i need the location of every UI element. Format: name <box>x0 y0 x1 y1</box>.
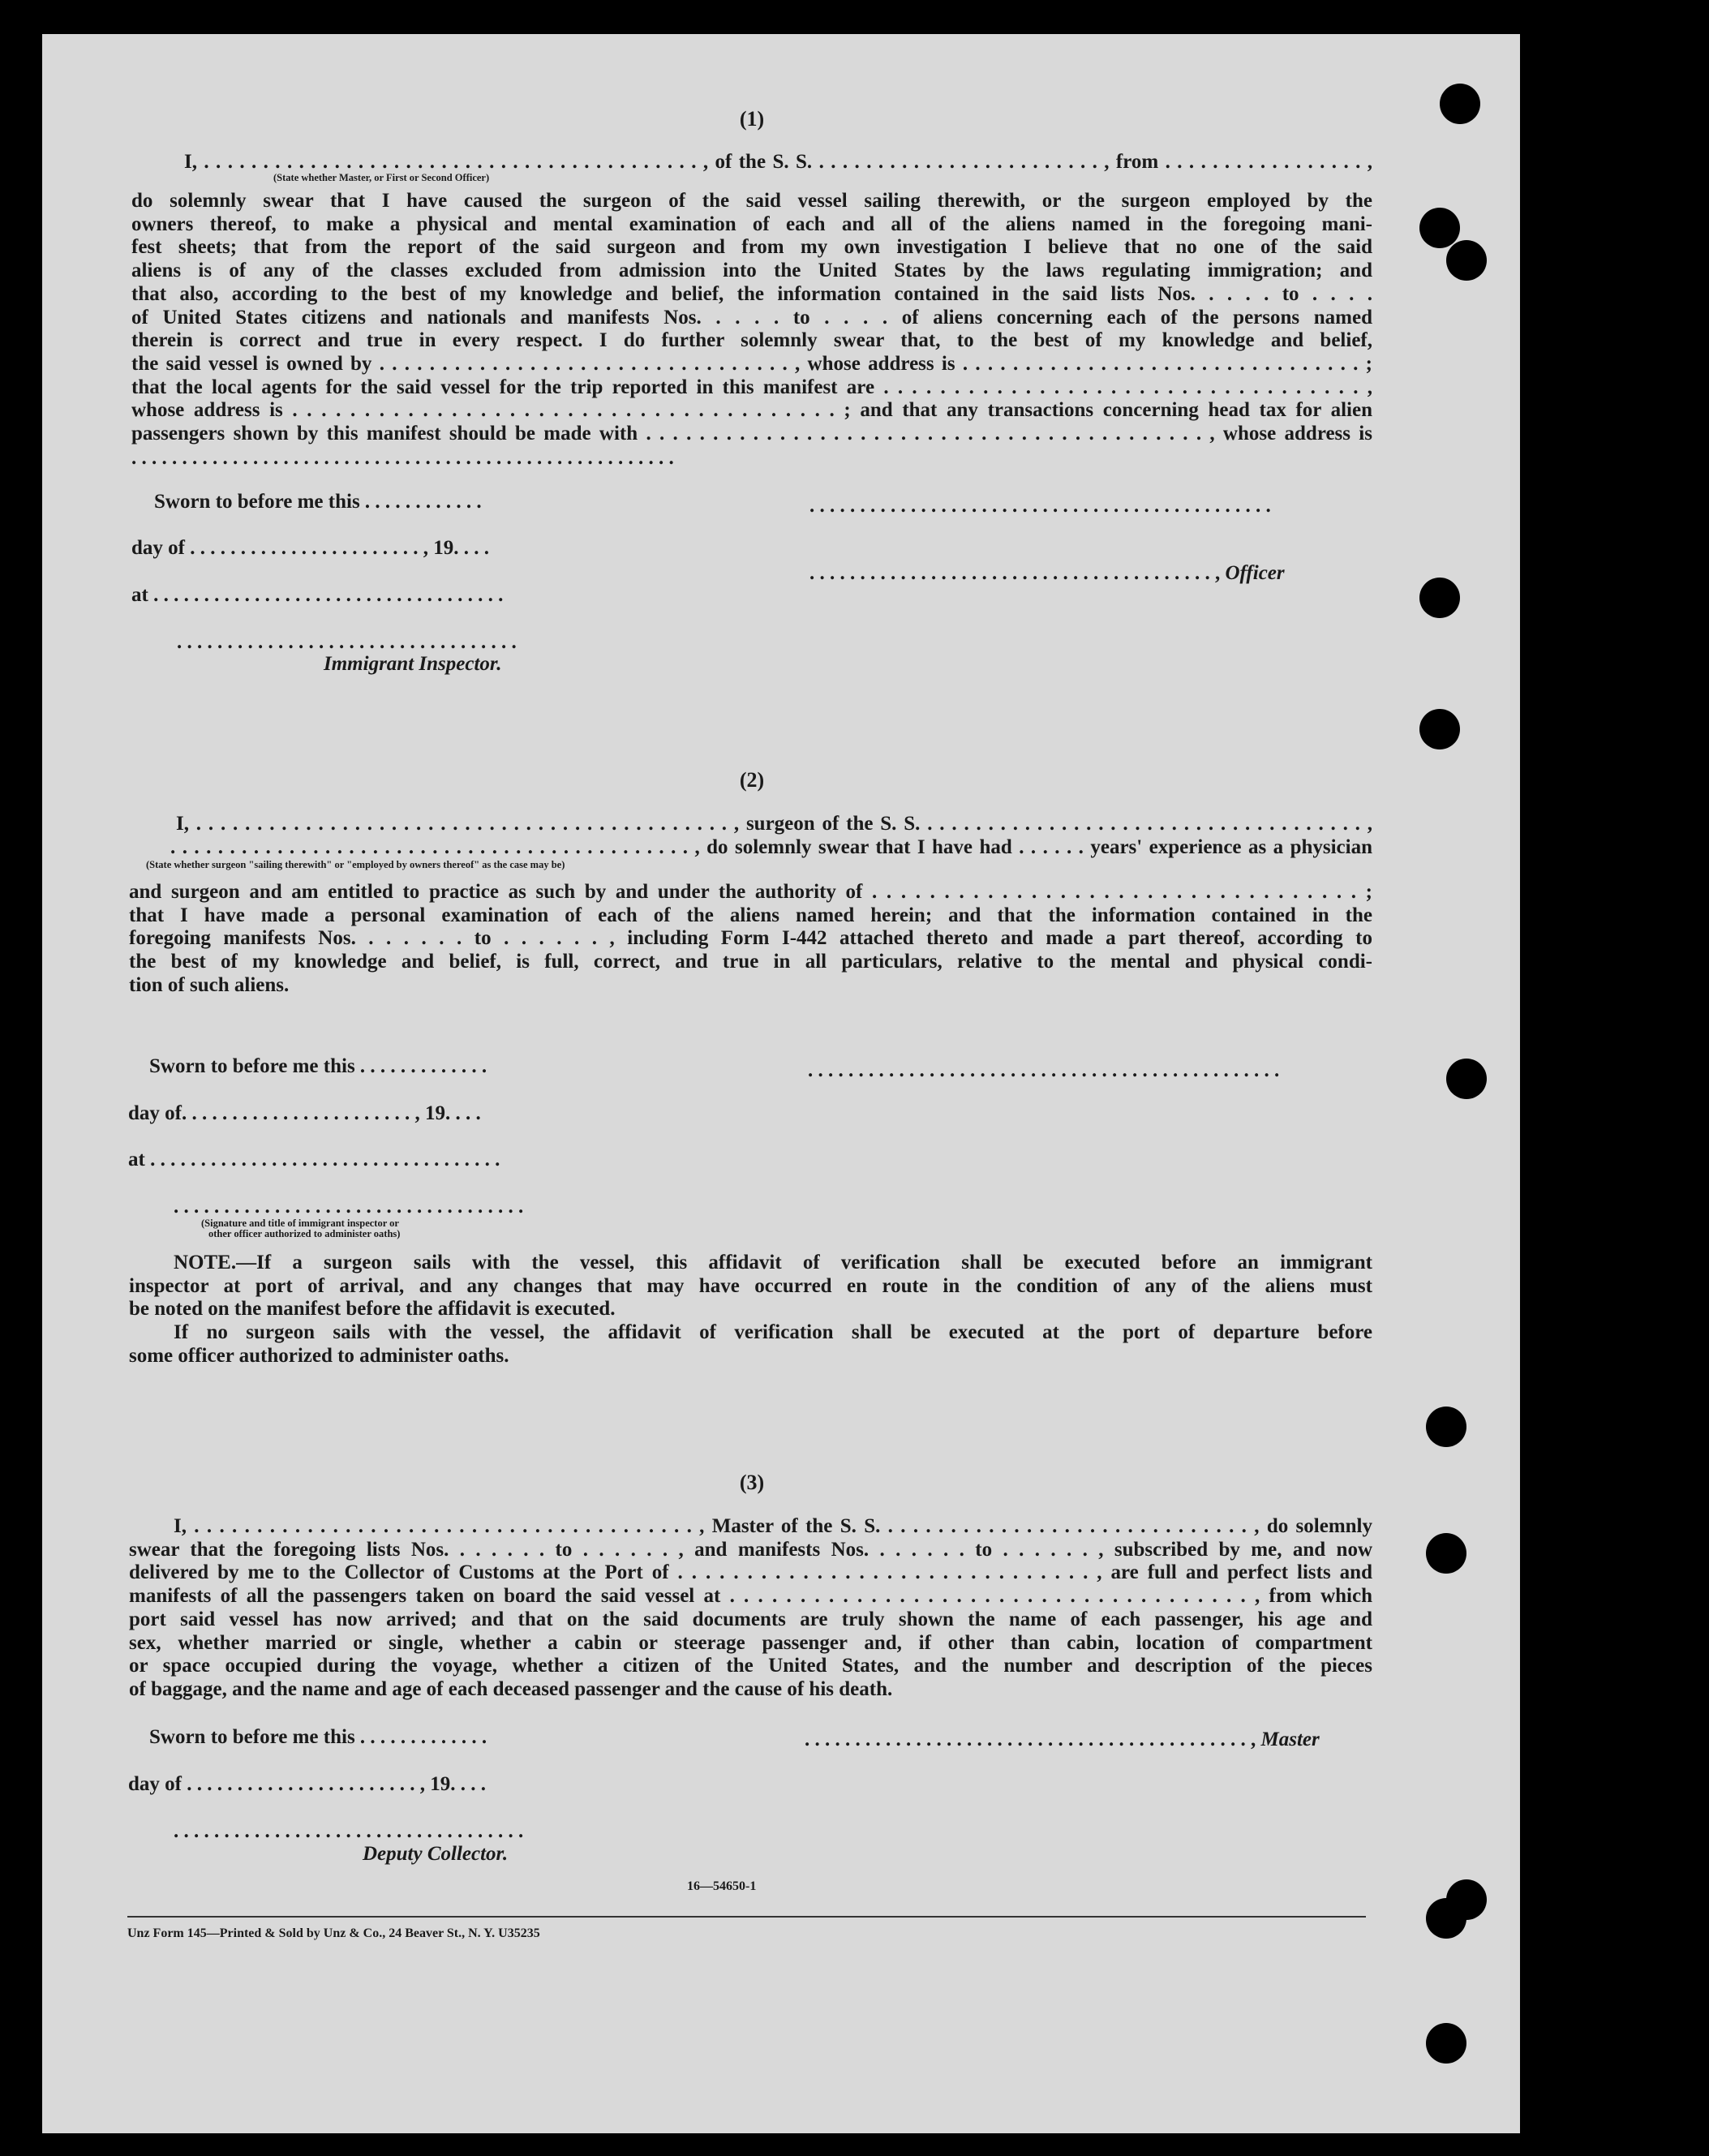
section-2-second-line-note: (State whether surgeon "sailing therewith" or "employed by owners thereof" as the case may be) <box>146 859 565 870</box>
punch-hole <box>1426 1407 1466 1447</box>
oath-line: the best of my knowledge and belief, is full, correct, and true in all particulars, relative to the mental and physical condi- <box>129 951 1372 973</box>
footer-rule <box>127 1916 1366 1918</box>
officer-dots: . . . . . . . . . . . . . . . . . . . . . . . . . . . . . . . . . . . . . . . . , <box>809 562 1221 584</box>
printer-imprint: Unz Form 145—Printed & Sold by Unz & Co., 24 Beaver St., N. Y. U35235 <box>127 1926 540 1940</box>
punch-hole <box>1446 1059 1487 1099</box>
oath-line: that I have made a personal examination of each of the aliens named herein; and that the information contained in the <box>129 904 1372 926</box>
oath-line: port said vessel has now arrived; and that on the said documents are truly shown the name of each passenger, his age and <box>129 1608 1372 1630</box>
section-1-oath-paragraph <box>131 190 1372 470</box>
section-2-first-line: I, . . . . . . . . . . . . . . . . . . . . . . . . . . . . . . . . . . . . . . . . . . . . , surgeon of the S. S. . . . . . . . . . . . . . . . . . . . . . . . . . . . . . . . . . . . . , <box>176 813 1372 835</box>
oath-line: manifests of all the passengers taken on board the said vessel at . . . . . . . . . . . . . . . . . . . . . . . . . . . . . . . . . . . . . , from which <box>129 1585 1372 1608</box>
oath-line: therein is correct and true in every respect. I do further solemnly swear that, to the best of my knowledge and belief, <box>131 329 1372 352</box>
section-3-master-line <box>805 1728 1320 1751</box>
oath-line: tion of such aliens. <box>129 973 290 996</box>
punch-hole <box>1426 1898 1466 1939</box>
section-1-first-line-note: (State whether Master, or First or Second Officer) <box>273 172 490 183</box>
section-1-at-line: at . . . . . . . . . . . . . . . . . . . . . . . . . . . . . . . . . . . <box>131 584 504 606</box>
section-1-sworn-line: Sworn to before me this . . . . . . . . . . . . <box>154 491 482 513</box>
section-1-day-line: day of . . . . . . . . . . . . . . . . . . . . . . . , 19. . . . <box>131 537 489 559</box>
note-line: If no surgeon sails with the vessel, the affidavit of verification shall be executed at the port of departure before <box>174 1321 1372 1344</box>
oath-line: do solemnly swear that I have caused the surgeon of the said vessel sailing therewith, or the surgeon employed by the <box>131 190 1372 212</box>
section-2-note <box>129 1252 1372 1368</box>
section-1-officer-line <box>809 561 1285 585</box>
oath-line: foregoing manifests Nos. . . . . . . to . . . . . . , including Form I-442 attached thereto and made a part thereof, according to <box>129 927 1372 950</box>
note-line: be noted on the manifest before the affidavit is executed. <box>129 1298 616 1321</box>
form-code: 16—54650-1 <box>687 1879 757 1893</box>
oath-line: I, . . . . . . . . . . . . . . . . . . . . . . . . . . . . . . . . . . . . . . . . , Master of the S. S. . . . . . . . . . . . . . . . . . . . . . . . . . . . . . , do solemnly <box>174 1515 1372 1537</box>
section-3-day-line: day of . . . . . . . . . . . . . . . . . . . . . . . , 19. . . . <box>128 1773 486 1795</box>
note-line: NOTE.—If a surgeon sails with the vessel, this affidavit of verification shall be executed before an immigrant <box>174 1252 1372 1273</box>
section-3-collector-signature-line: . . . . . . . . . . . . . . . . . . . . . . . . . . . . . . . . . . . <box>174 1820 524 1842</box>
section-2-inspector-note-1: (Signature and title of immigrant inspector or <box>201 1218 399 1229</box>
oath-line: whose address is . . . . . . . . . . . . . . . . . . . . . . . . . . . . . . . . . . . . . . ; and that any transactions concerning head tax for alien <box>131 399 1372 422</box>
oath-line: delivered by me to the Collector of Customs at the Port of . . . . . . . . . . . . . . . . . . . . . . . . . . . . . . , are full and perfect lists and <box>129 1561 1372 1584</box>
section-2-day-line: day of. . . . . . . . . . . . . . . . . . . . . . . , 19. . . . <box>128 1102 481 1124</box>
punch-hole <box>1440 84 1480 124</box>
oath-line: that also, according to the best of my knowledge and belief, the information contained in the said lists Nos. . . . . to . . . . <box>131 282 1372 305</box>
section-2-number: (2) <box>739 768 765 792</box>
oath-line: and surgeon and am entitled to practice as such by and under the authority of . . . . . . . . . . . . . . . . . . . . . . . . . . . . . . . . . . ; <box>129 881 1372 903</box>
section-2-oath-paragraph <box>129 881 1372 998</box>
punch-hole <box>1419 578 1460 618</box>
section-1-signature-line: . . . . . . . . . . . . . . . . . . . . . . . . . . . . . . . . . . . . . . . . . . . . . . <box>809 495 1271 517</box>
section-2-inspector-note-2: other officer authorized to administer oaths) <box>208 1228 401 1239</box>
punch-hole <box>1419 208 1460 248</box>
section-3-sworn-line: Sworn to before me this . . . . . . . . . . . . . <box>149 1726 487 1748</box>
section-2-sworn-line: Sworn to before me this . . . . . . . . . . . . . <box>149 1055 487 1077</box>
note-line: some officer authorized to administer oaths. <box>129 1344 509 1367</box>
section-2-signature-line: . . . . . . . . . . . . . . . . . . . . . . . . . . . . . . . . . . . . . . . . . . . . . . . <box>808 1059 1280 1081</box>
section-2-inspector-signature-line: . . . . . . . . . . . . . . . . . . . . . . . . . . . . . . . . . . . <box>174 1196 524 1218</box>
officer-label: Officer <box>1225 562 1285 584</box>
punch-hole <box>1426 2023 1466 2064</box>
section-3-collector-label: Deputy Collector. <box>363 1843 509 1865</box>
punch-hole <box>1426 1533 1466 1574</box>
oath-line: aliens is of any of the classes excluded from admission into the United States by the laws regulating immigration; and <box>131 260 1372 282</box>
oath-line: that the local agents for the said vessel for the trip reported in this manifest are . . . . . . . . . . . . . . . . . . . . . . . . . . . . . . . . . . , <box>131 376 1372 398</box>
master-dots: . . . . . . . . . . . . . . . . . . . . . . . . . . . . . . . . . . . . . . . . . . . . , <box>805 1729 1256 1750</box>
section-3-number: (3) <box>739 1471 765 1494</box>
section-1-number: (1) <box>739 107 765 131</box>
oath-line: of baggage, and the name and age of each deceased passenger and the cause of his death. <box>129 1677 893 1700</box>
oath-line: sex, whether married or single, whether a cabin or steerage passenger and, if other than cabin, location of compartment <box>129 1631 1372 1654</box>
oath-line: passengers shown by this manifest should be made with . . . . . . . . . . . . . . . . . . . . . . . . . . . . . . . . . . . . . . . . . . , whose address is <box>131 423 1372 445</box>
section-2-second-line: . . . . . . . . . . . . . . . . . . . . . . . . . . . . . . . . . . . . . . . . . . . . , do solemnly swear that I have had . . . . . . years' experience as a physician <box>170 836 1372 858</box>
oath-line: owners thereof, to make a physical and mental examination of each and all of the aliens named in the foregoing mani- <box>131 213 1372 235</box>
oath-line: swear that the foregoing lists Nos. . . . . . . to . . . . . . , and manifests Nos. . . . . . . to . . . . . . , subscribed by me, and now <box>129 1538 1372 1561</box>
section-1-inspector-label: Immigrant Inspector. <box>324 653 502 675</box>
oath-line: or space occupied during the voyage, whether a citizen of the United States, and the number and description of the pieces <box>129 1655 1372 1677</box>
document-page <box>42 34 1520 2133</box>
oath-line: the said vessel is owned by . . . . . . . . . . . . . . . . . . . . . . . . . . . . . . . . . , whose address is . . . . . . . . . . . . . . . . . . . . . . . . . . . . . . . . ; <box>131 352 1372 375</box>
section-1-first-line: I, . . . . . . . . . . . . . . . . . . . . . . . . . . . . . . . . . . . . . . . . . . , of the S. S. . . . . . . . . . . . . . . . . . . . . . . . . , from . . . . . . . . . . . . . . . . . , <box>184 151 1372 173</box>
oath-line: . . . . . . . . . . . . . . . . . . . . . . . . . . . . . . . . . . . . . . . . . . . . . . . . . . . . . . <box>131 446 674 469</box>
section-1-inspector-signature-line: . . . . . . . . . . . . . . . . . . . . . . . . . . . . . . . . . . <box>177 631 517 653</box>
oath-line: of United States citizens and nationals and manifests Nos. . . . . to . . . . of aliens concerning each of the persons named <box>131 306 1372 329</box>
oath-line: fest sheets; that from the report of the said surgeon and from my own investigation I believe that no one of the said <box>131 236 1372 259</box>
punch-hole <box>1446 240 1487 281</box>
master-label: Master <box>1260 1729 1320 1750</box>
section-3-oath-paragraph <box>129 1515 1372 1702</box>
punch-hole <box>1419 709 1460 749</box>
section-2-at-line: at . . . . . . . . . . . . . . . . . . . . . . . . . . . . . . . . . . . <box>128 1149 500 1170</box>
note-line: inspector at port of arrival, and any changes that may have occurred en route in the condition of any of the aliens must <box>129 1274 1372 1297</box>
